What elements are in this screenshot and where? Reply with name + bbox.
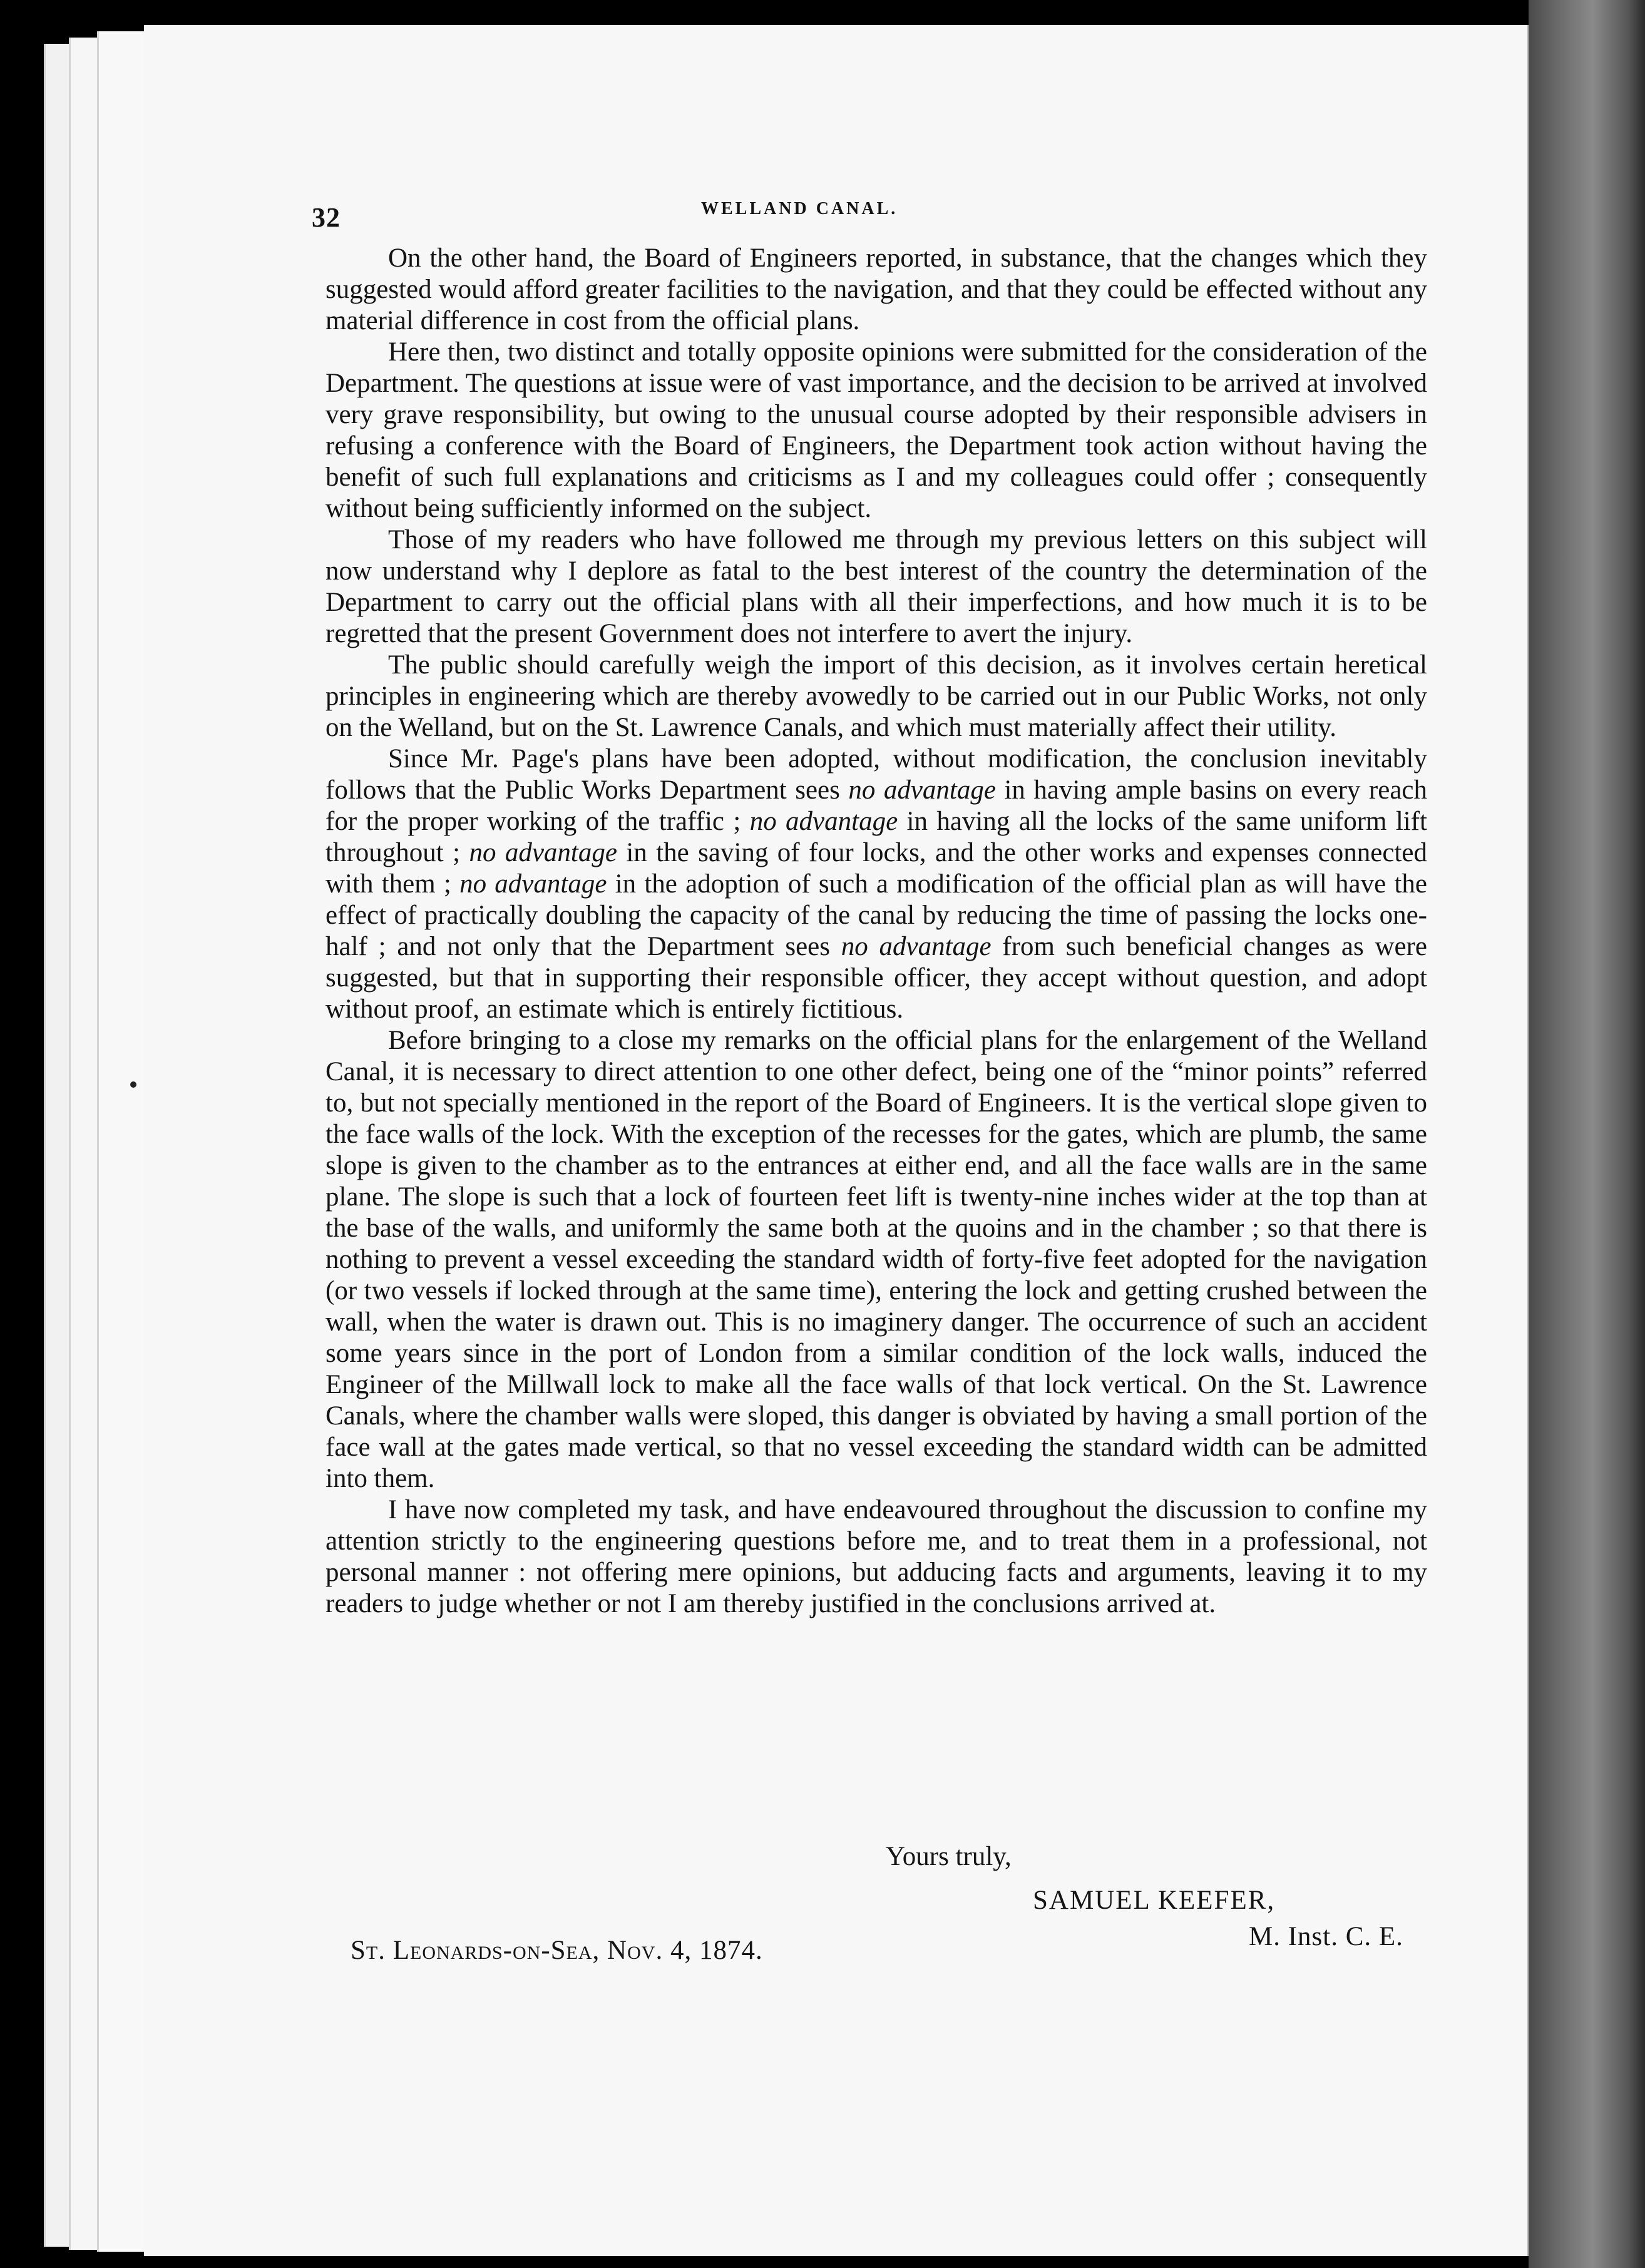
text-run: Before bringing to a close my remarks on the official plans for the enlargement of the Welland Canal, it is necessary to direct attention to one other defect, being one of the “minor points” referred to, but not specially mentioned in the report of the Board of Engineers. It is the vertical slope given to the face walls of the lock. With the exception of the recesses for the gates, which are plumb, the same slope is given to the chamber as to the entrances at either end, and all the face walls are in the same plane. The slope is such that a lock of fourteen feet lift is twenty-nine inches wider at the top than at the base of the walls, and uniformly the same both at the quoins and in the chamber ; so that there is nothing to prevent a vessel exceeding the standard width of forty-five feet adopted for the navigation (or two vessels if locked through at the same time), entering the lock and getting crushed between the wall, when the water is drawn out. This is no imaginery danger. The occurrence of such an accident some years since in the port of London from a similar condition of the lock walls, induced the Engineer of the Millwall lock to make all the face walls of that lock vertical. On the St. Lawrence Canals, where the chamber walls were sloped, this danger is obviated by having a small portion of the face wall at the gates made vertical, so that no vessel exceeding the standard width can be admitted into them. <box>325 1026 1427 1493</box>
paragraph <box>325 743 1427 1025</box>
paragraph <box>325 243 1427 337</box>
paragraph <box>325 650 1427 743</box>
text-run: in having ample basins on every reach for the proper working of the traffic ; <box>325 775 1427 836</box>
text-run: in the saving of four locks, and the other works and expenses connected with them ; <box>325 838 1427 899</box>
text-run: On the other hand, the Board of Engineers reported, in substance, that the changes which they suggested would afford greater facilities to the navigation, and that they could be effected without any material difference in cost from the official plans. <box>325 243 1427 335</box>
page-number: 32 <box>312 202 341 233</box>
place-and-date: St. Leonards-on-Sea, Nov. 4, 1874. <box>351 1936 763 1965</box>
text-run: I have now completed my task, and have endeavoured throughout the discussion to confine my attention strictly to the engineering questions before me, and to treat them in a professional, not personal manner : not offering mere opinions, but adducing facts and arguments, leaving it to my readers to judge whether or not I am thereby justified in the conclusions arrived at. <box>325 1495 1427 1618</box>
body-text <box>325 243 1427 1620</box>
italic-phrase: no advantage <box>841 932 992 961</box>
margin-mark <box>130 1081 136 1088</box>
paragraph <box>325 524 1427 650</box>
italic-phrase: no advantage <box>469 838 617 867</box>
paragraph <box>325 1025 1427 1494</box>
book-gutter <box>1529 0 1645 2268</box>
paragraph <box>325 1494 1427 1620</box>
text-run: in the adoption of such a modification of the official plan as will have the effect of practically doubling the capacity of the canal by reducing the time of passing the locks one-half ; and not only that the Department sees <box>325 869 1427 961</box>
text-run: Since Mr. Page's plans have been adopted, without modification, the conclusion inevitably follows that the Public Works Department sees <box>325 744 1427 805</box>
signature-name: SAMUEL KEEFER, <box>1033 1886 1276 1915</box>
text-run: Those of my readers who have followed me through my previous letters on this subject will now understand why I deplore as fatal to the best interest of the country the determination of the Department to carry out the official plans with all their imperfections, and how much it is to be regretted that the present Government does not interfere to avert the injury. <box>325 525 1427 648</box>
text-run: The public should carefully weigh the import of this decision, as it involves certain heretical principles in engineering which are thereby avowedly to be carried out in our Public Works, not only on the Welland, but on the St. Lawrence Canals, and which must materially affect their utility. <box>325 650 1427 742</box>
running-head: WELLAND CANAL. <box>701 199 898 218</box>
italic-phrase: no advantage <box>848 775 996 805</box>
paragraph <box>325 337 1427 524</box>
text-run: Here then, two distinct and totally opposite opinions were submitted for the consideration of the Department. The questions at issue were of vast importance, and the decision to be arrived at involved very grave responsibility, but owing to the unusual course adopted by their responsible advisers in refusing a conference with the Board of Engineers, the Department took action without having the benefit of such full explanations and criticisms as I and my colleagues could offer ; consequently without being sufficiently informed on the subject. <box>325 337 1427 523</box>
italic-phrase: no advantage <box>459 869 607 899</box>
italic-phrase: no advantage <box>749 807 898 836</box>
closing-salutation: Yours truly, <box>886 1842 1012 1871</box>
text-run: in having all the locks of the same uniform lift throughout ; <box>325 807 1427 867</box>
text-run: from such beneficial changes as were suggested, but that in supporting their responsible officer, they accept without question, and adopt without proof, an estimate which is entirely fictitious. <box>325 932 1427 1024</box>
signature-title: M. Inst. C. E. <box>1249 1922 1403 1951</box>
